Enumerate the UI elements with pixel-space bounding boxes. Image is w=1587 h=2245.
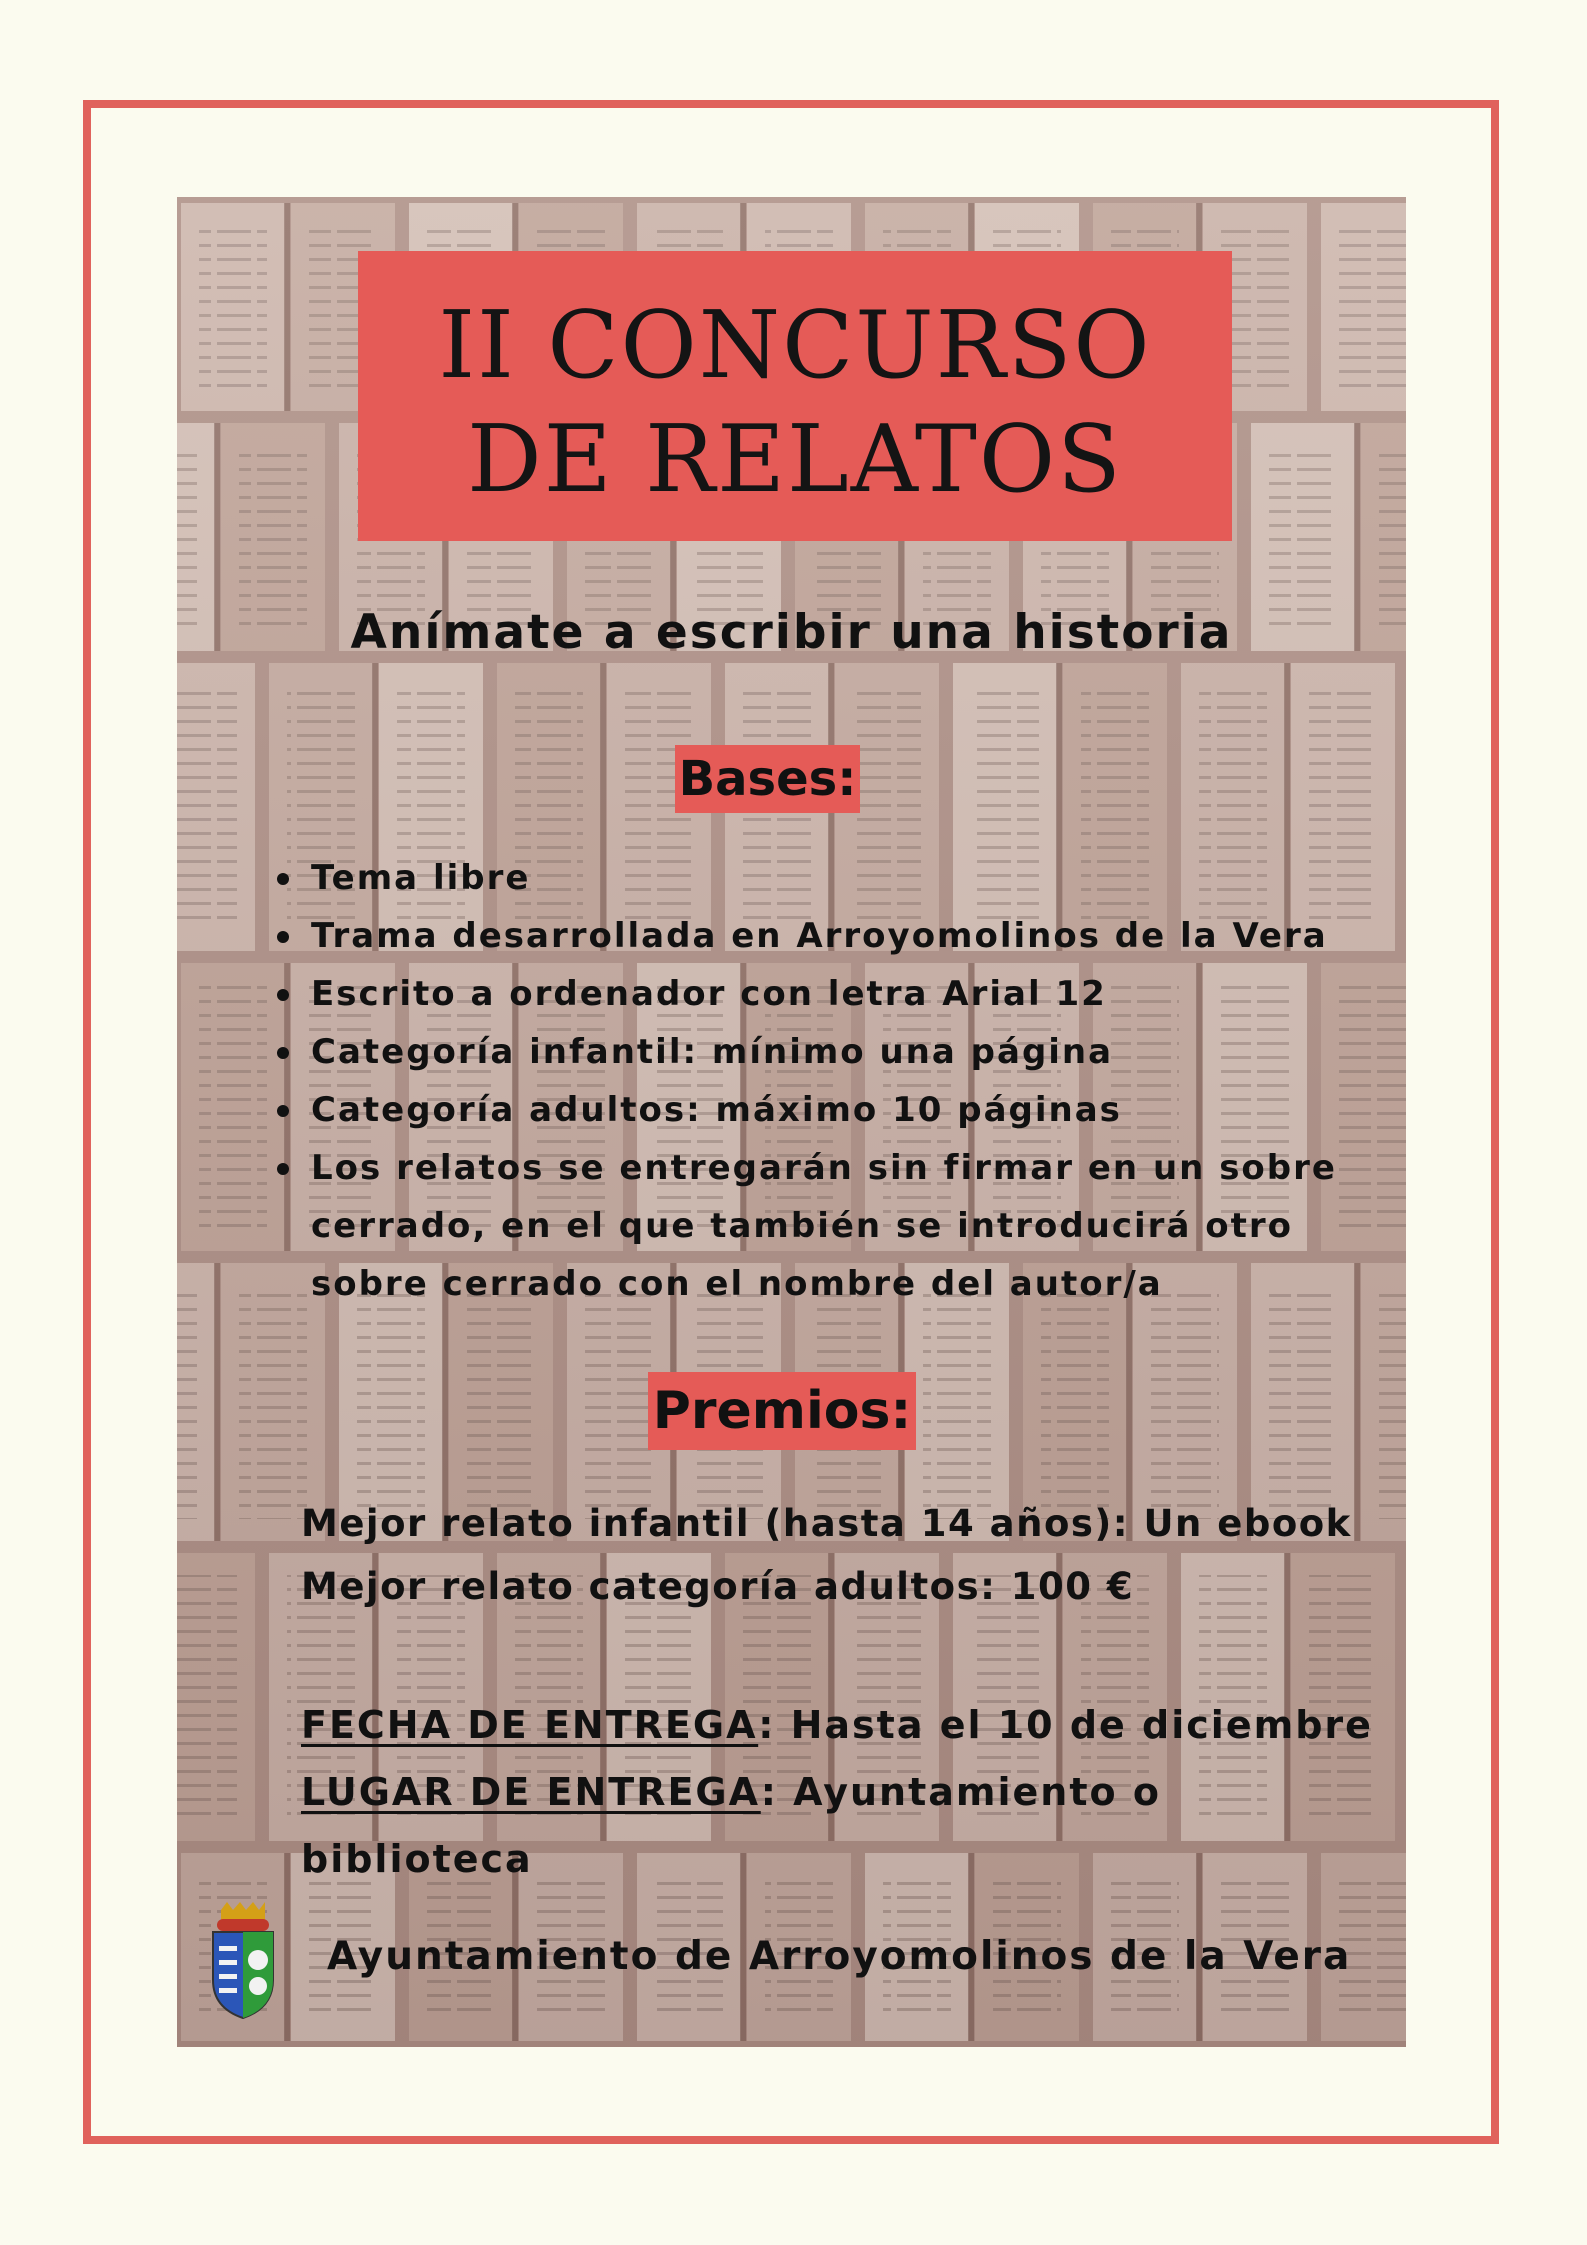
bullet-icon bbox=[277, 989, 289, 1001]
list-item: Categoría adultos: máximo 10 páginas bbox=[275, 1081, 1385, 1139]
delivery-place bbox=[301, 1759, 1401, 1893]
footer-organizer: Ayuntamiento de Arroyomolinos de la Vera bbox=[327, 1934, 1352, 1979]
list-item: Los relatos se entregarán sin firmar en un sobre cerrado, en el que también se introducirá otro sobre cerrado con el nombre del autor/a bbox=[275, 1139, 1385, 1313]
prize-infantil: Mejor relato infantil (hasta 14 años): Un ebook bbox=[301, 1502, 1352, 1545]
delivery-place-value: : Ayuntamiento o biblioteca bbox=[301, 1770, 1161, 1881]
bullet-icon bbox=[277, 1047, 289, 1059]
title-line-1: II CONCURSO bbox=[438, 291, 1152, 399]
coat-of-arms-icon bbox=[207, 1902, 279, 2019]
bullet-icon bbox=[277, 1105, 289, 1117]
delivery-date-value: : Hasta el 10 de diciembre bbox=[758, 1703, 1373, 1747]
delivery-date bbox=[301, 1692, 1401, 1759]
delivery-place-label: LUGAR DE ENTREGA bbox=[301, 1770, 761, 1814]
title-box bbox=[358, 251, 1232, 541]
bullet-icon bbox=[277, 1163, 289, 1175]
bases-list bbox=[275, 849, 1385, 1313]
prizes-list bbox=[301, 1492, 1401, 1618]
list-item: Escrito a ordenador con letra Arial 12 bbox=[275, 965, 1385, 1023]
prize-adultos: Mejor relato categoría adultos: 100 € bbox=[301, 1565, 1135, 1608]
title-line-2: DE RELATOS bbox=[467, 405, 1123, 513]
list-item: Trama desarrollada en Arroyomolinos de la Vera bbox=[275, 907, 1385, 965]
delivery-info bbox=[301, 1692, 1401, 1893]
list-item: Tema libre bbox=[275, 849, 1385, 907]
bullet-icon bbox=[277, 873, 289, 885]
poster bbox=[177, 197, 1406, 2047]
tagline: Anímate a escribir una historia bbox=[350, 605, 1233, 660]
premios-heading: Premios: bbox=[648, 1372, 916, 1450]
bases-heading: Bases: bbox=[675, 745, 860, 813]
delivery-date-label: FECHA DE ENTREGA bbox=[301, 1703, 759, 1747]
list-item: Categoría infantil: mínimo una página bbox=[275, 1023, 1385, 1081]
bullet-icon bbox=[277, 931, 289, 943]
